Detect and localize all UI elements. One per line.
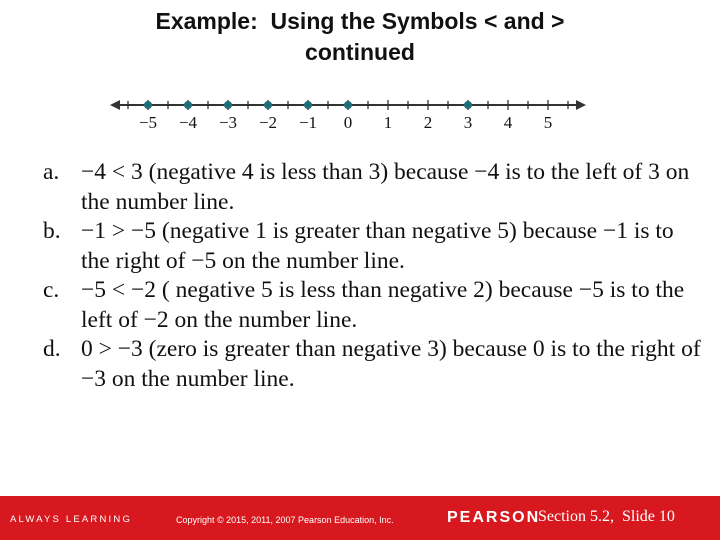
number-line-point	[264, 101, 272, 109]
number-line-point	[224, 101, 232, 109]
footer-bar	[0, 496, 720, 540]
slide-title-line1: Example: Using the Symbols < and >	[155, 8, 565, 34]
number-line-point	[184, 101, 192, 109]
number-line-point	[304, 101, 312, 109]
tick-label: −4	[178, 113, 198, 132]
number-line	[100, 90, 600, 142]
example-marker: a.	[43, 159, 60, 185]
example-marker: b.	[43, 218, 61, 244]
slide-title	[0, 6, 720, 68]
example-item-b	[43, 217, 703, 276]
example-text: −1 > −5 (negative 1 is greater than negative 5) because −1 is to the right of −5 on the number line.	[81, 218, 674, 274]
footer-tagline: ALWAYS LEARNING	[10, 514, 133, 525]
number-line-point	[344, 101, 352, 109]
example-marker: d.	[43, 336, 61, 362]
example-text: −4 < 3 (negative 4 is less than 3) because −4 is to the left of 3 on the number line.	[81, 159, 690, 215]
example-marker: c.	[43, 277, 60, 303]
example-text: −5 < −2 ( negative 5 is less than negative 2) because −5 is to the left of −2 on the number line.	[81, 277, 685, 333]
pearson-logo: PEARSON	[447, 509, 541, 526]
example-text: 0 > −3 (zero is greater than negative 3) because 0 is to the right of −3 on the number line.	[81, 336, 701, 392]
tick-label: −1	[298, 113, 318, 132]
tick-label: 3	[463, 113, 473, 132]
right-arrow-icon	[576, 100, 586, 110]
footer-copyright: Copyright © 2015, 2011, 2007 Pearson Education, Inc.	[176, 515, 394, 525]
example-item-a	[43, 158, 703, 217]
tick-label: −3	[218, 113, 238, 132]
left-arrow-icon	[110, 100, 120, 110]
tick-label: −2	[258, 113, 278, 132]
number-line-point	[144, 101, 152, 109]
slide-title-line2: continued	[305, 39, 415, 65]
slide-reference: Section 5.2, Slide 10	[538, 508, 675, 525]
tick-label: 4	[503, 113, 513, 132]
example-item-d	[43, 335, 703, 394]
tick-label: 0	[343, 113, 353, 132]
tick-label: 1	[383, 113, 393, 132]
example-list	[43, 158, 703, 394]
tick-label: −5	[138, 113, 158, 132]
number-line-point	[464, 101, 472, 109]
tick-label: 5	[543, 113, 553, 132]
example-item-c	[43, 276, 703, 335]
tick-label: 2	[423, 113, 433, 132]
